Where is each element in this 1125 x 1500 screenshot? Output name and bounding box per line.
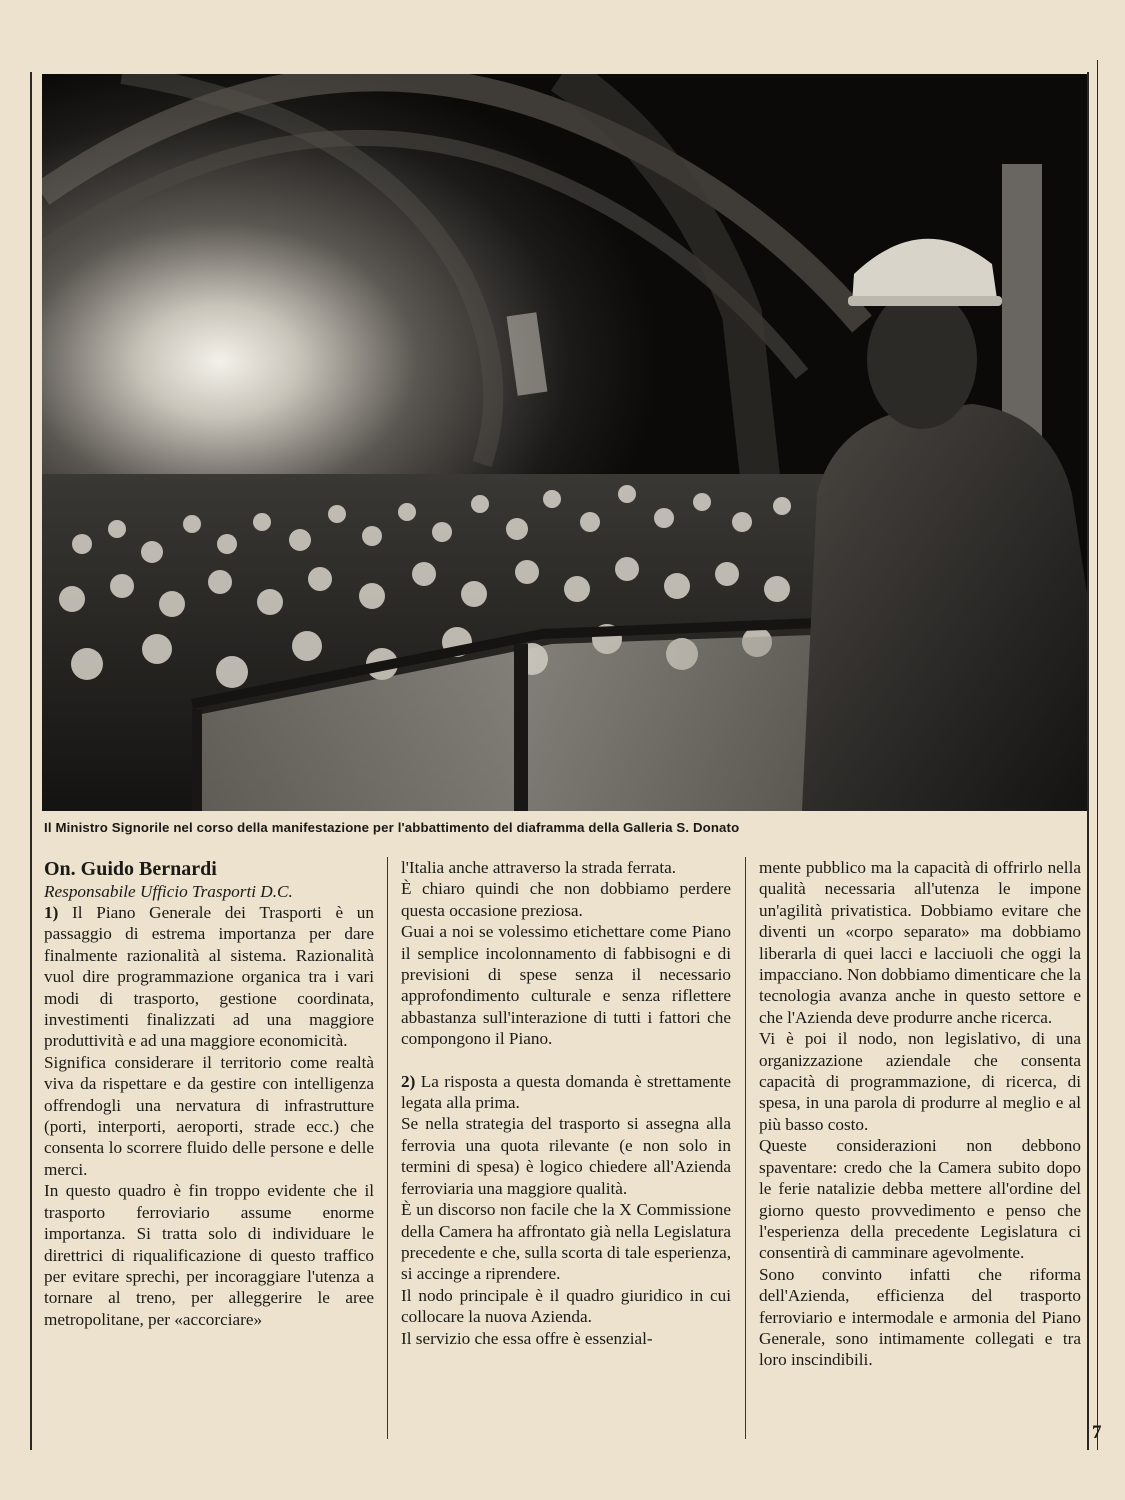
column-divider xyxy=(387,857,388,1439)
column-divider xyxy=(745,857,746,1439)
author-role: Responsabile Ufficio Trasporti D.C. xyxy=(44,882,293,901)
paragraph: 1) Il Piano Generale dei Trasporti è un passaggio di estrema importanza per dare finalmente razionalità al sistema. Razionalità vuol dire programmazione organica tra i vari modi di trasporto, gestione coordinata, investimenti finalizzati ad una maggiore produttività e ad una maggiore economicità. xyxy=(44,903,374,1051)
article-column-2 xyxy=(401,857,731,1349)
tunnel-crowd-photo xyxy=(42,74,1087,811)
paragraph: È un discorso non facile che la X Commissione della Camera ha affrontato già nella Legislatura precedente e che, sulla scorta di tale esperienza, si accinge a riprendere. xyxy=(401,1200,731,1284)
paragraph: Sono convinto infatti che riforma dell'Azienda, efficienza del trasporto ferroviario e intermodale e armonia del Piano Generale, sono intimamente collegati e tra loro inscindibili. xyxy=(759,1264,1081,1370)
paragraph: l'Italia anche attraverso la strada ferrata. xyxy=(401,858,677,877)
photo-caption: Il Ministro Signorile nel corso della manifestazione per l'abbattimento del diaframma della Galleria S. Donato xyxy=(44,820,740,835)
paragraph: Se nella strategia del trasporto si assegna alla ferrovia una quota rilevante (e non solo in termini di spesa) è logico chiedere all'Azienda ferroviaria una maggiore qualità. xyxy=(401,1114,731,1198)
left-margin-rule xyxy=(30,72,32,1450)
paragraph: È chiaro quindi che non dobbiamo perdere questa occasione preziosa. xyxy=(401,879,731,920)
paragraph: In questo quadro è fin troppo evidente che il trasporto ferroviario assume enorme importanza. Si tratta solo di individuare le direttrici di riqualificazione di questo traffico per evitare sprechi, per incoraggiare l'utenza a tornare al treno, per alleggerire le aree metropolitane, per «accorciare» xyxy=(44,1181,374,1329)
paragraph: Il nodo principale è il quadro giuridico in cui collocare la nuova Azienda. xyxy=(401,1285,731,1327)
paragraph: 2) La risposta a questa domanda è strettamente legata alla prima. xyxy=(401,1071,731,1113)
article-column-1 xyxy=(44,857,374,1330)
paragraph: Guai a noi se volessimo etichettare come Piano il semplice incolonnamento di fabbisogni e di previsioni di spese senza il necessario approfondimento culturale e senza riflettere abbastanza sull'interazione di tutti i fattori che compongono il Piano. xyxy=(401,922,731,1049)
article-column-3 xyxy=(759,857,1081,1371)
paragraph: mente pubblico ma la capacità di offrirlo nella qualità necessaria all'utenza le impone un'agilità privatistica. Dobbiamo evitare che diventi un «corpo separato» ma dobbiamo liberarla di quei lacci e lacciuoli che oggi la impacciano. Non dobbiamo dimenticare che la tecnologia avanza anche in questo settore e che l'Azienda deve produrre anche ricerca. xyxy=(759,858,1081,1027)
author-name: On. Guido Bernardi xyxy=(44,858,217,880)
answer-number: 1) xyxy=(44,903,59,922)
right-margin-rule-outer xyxy=(1097,60,1098,1450)
tunnel-crowd-photo-icon xyxy=(42,74,1087,811)
paragraph: Queste considerazioni non debbono spaventare: credo che la Camera subito dopo le ferie natalizie debba mettere all'ordine del giorno questo provvedimento e penso che l'esperienza della precedente Legislatura ci consentirà di camminare agevolmente. xyxy=(759,1136,1081,1263)
paragraph: Il servizio che essa offre è essenzial- xyxy=(401,1328,653,1348)
paragraph: Vi è poi il nodo, non legislativo, di una organizzazione aziendale che consenta capacità di programmazione, di ricerca, di spesa, in una parola di produrre al meglio e al più basso costo. xyxy=(759,1029,1081,1134)
answer-number: 2) xyxy=(401,1071,416,1091)
paragraph: Significa considerare il territorio come realtà viva da rispettare e da gestire con intelligenza offrendogli una nervatura di infrastrutture (porti, interporti, aeroporti, strade ecc.) che consenta lo scorrere fluido delle persone e delle merci. xyxy=(44,1052,374,1179)
right-margin-rule xyxy=(1087,72,1089,1450)
page-number: 7 xyxy=(1092,1422,1102,1443)
